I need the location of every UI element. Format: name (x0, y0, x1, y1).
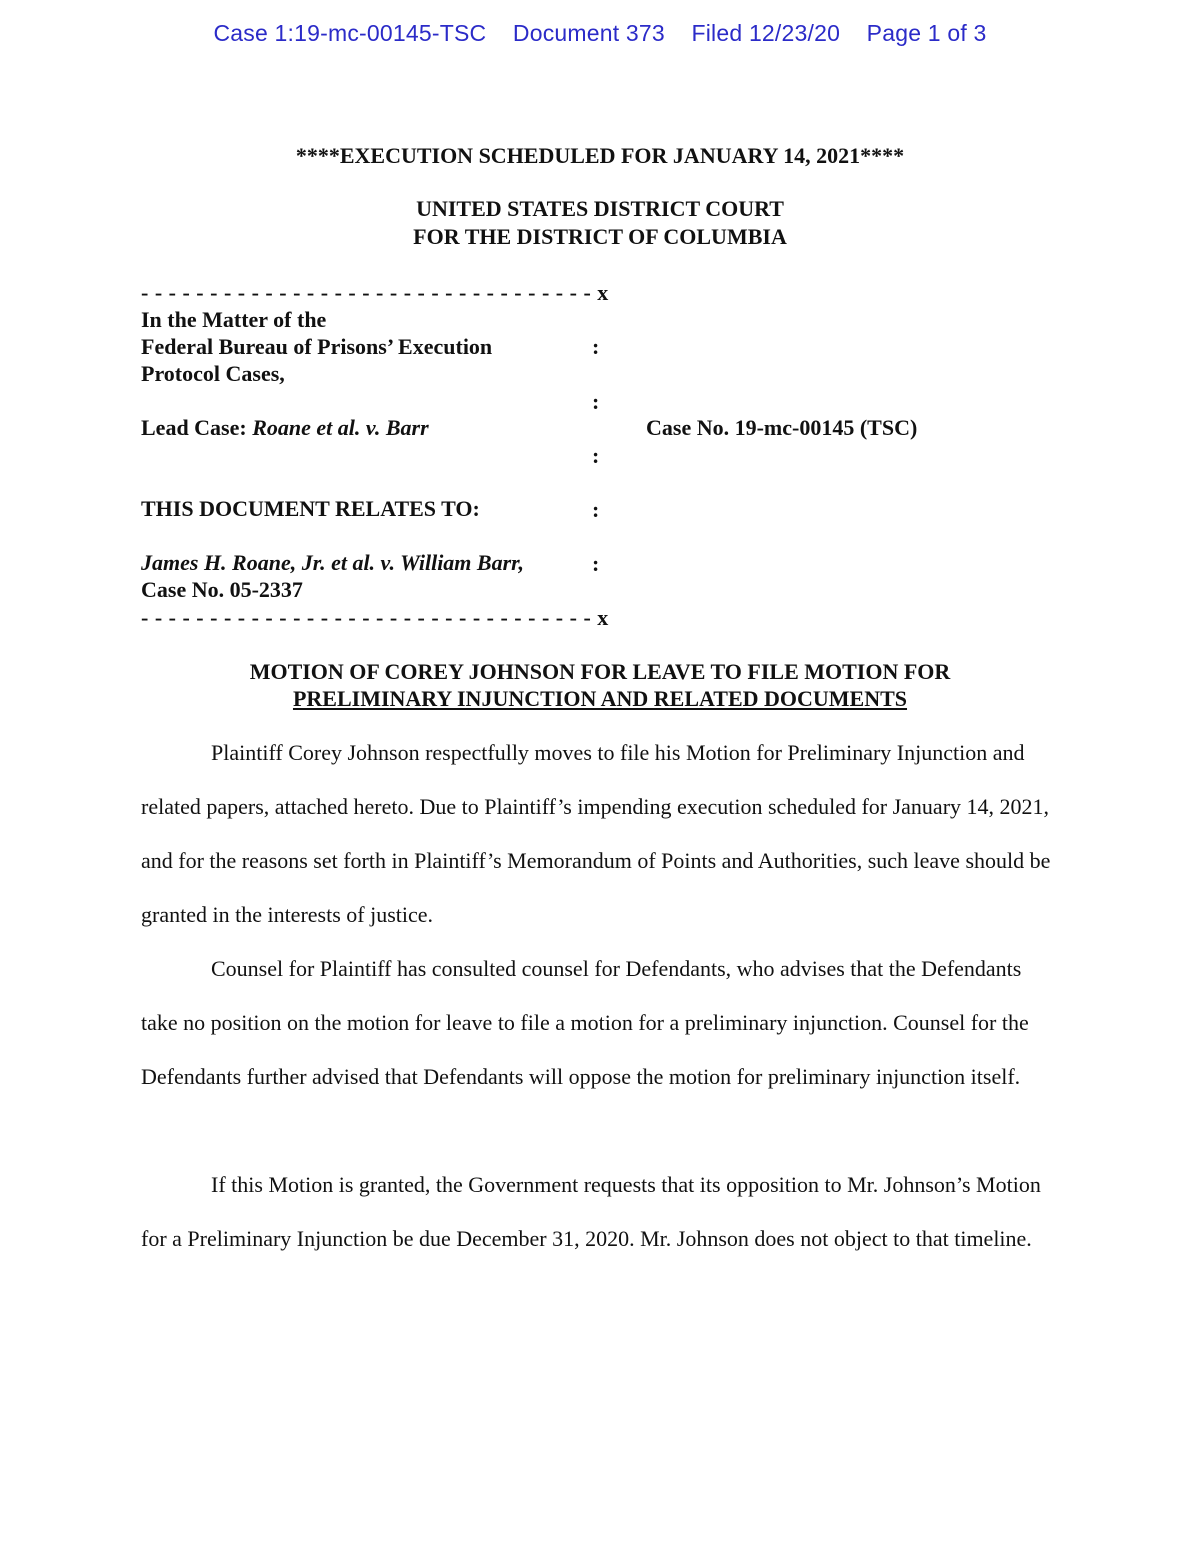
caption-top-rule: - - - - - - - - - - - - - - - - - - - - - - - - - - - - - - - - - x (141, 280, 609, 305)
ecf-case-number: Case 1:19-mc-00145-TSC (213, 20, 487, 46)
lead-case (141, 414, 429, 441)
caption-colon: : (592, 334, 600, 359)
case-number: Case No. 19-mc-00145 (TSC) (646, 415, 918, 440)
lead-case-label: Lead Case: (141, 415, 253, 440)
ecf-document-number: Document 373 (512, 20, 665, 46)
caption-colon: : (592, 443, 600, 468)
motion-title-line1: MOTION OF COREY JOHNSON FOR LEAVE TO FILE MOTION FOR (249, 659, 951, 684)
lead-case-name: Roane et al. v. Barr (252, 415, 429, 440)
relates-to-heading: THIS DOCUMENT RELATES TO: (141, 496, 480, 521)
matter-line3: Protocol Cases, (141, 361, 285, 386)
related-case-number: Case No. 05-2337 (141, 577, 303, 602)
caption-colon: : (592, 497, 600, 522)
body-paragraph-1: Plaintiff Corey Johnson respectfully moves to file his Motion for Preliminary Injunction and related papers, attached hereto. Due to Plaintiff’s impending execution scheduled for January 14, 2021, and for the reasons set forth in Plaintiff’s Memorandum of Points and Authorities, such leave should be granted in the interests of justice. (141, 740, 1051, 927)
ecf-filed-date: Filed 12/23/20 (691, 20, 841, 46)
matter-line2: Federal Bureau of Prisons’ Execution (141, 334, 493, 359)
caption-bottom-rule: - - - - - - - - - - - - - - - - - - - - - - - - - - - - - - - - - x (141, 605, 609, 630)
ecf-page-number: Page 1 of 3 (866, 20, 987, 46)
matter-line1: In the Matter of the (141, 307, 327, 332)
body-paragraph-3: If this Motion is granted, the Government requests that its opposition to Mr. Johnson’s Motion for a Preliminary Injunction be due December 31, 2020. Mr. Johnson does not object to that timeline. (141, 1172, 1041, 1251)
execution-notice: ****EXECUTION SCHEDULED FOR JANUARY 14, 2021**** (295, 143, 905, 168)
ecf-header (0, 20, 1200, 47)
court-name-line1: UNITED STATES DISTRICT COURT (416, 196, 784, 221)
related-case-name: James H. Roane, Jr. et al. v. William Barr, (141, 550, 525, 575)
caption-colon: : (592, 389, 600, 414)
caption-colon: : (592, 551, 600, 576)
motion-title-line2: PRELIMINARY INJUNCTION AND RELATED DOCUMENTS (292, 686, 908, 711)
body-paragraph-2: Counsel for Plaintiff has consulted counsel for Defendants, who advises that the Defendants take no position on the motion for leave to file a motion for a preliminary injunction. Counsel for the Defendants further advised that Defendants will oppose the motion for preliminary injunction itself. (141, 956, 1029, 1089)
court-name-line2: FOR THE DISTRICT OF COLUMBIA (413, 224, 787, 249)
